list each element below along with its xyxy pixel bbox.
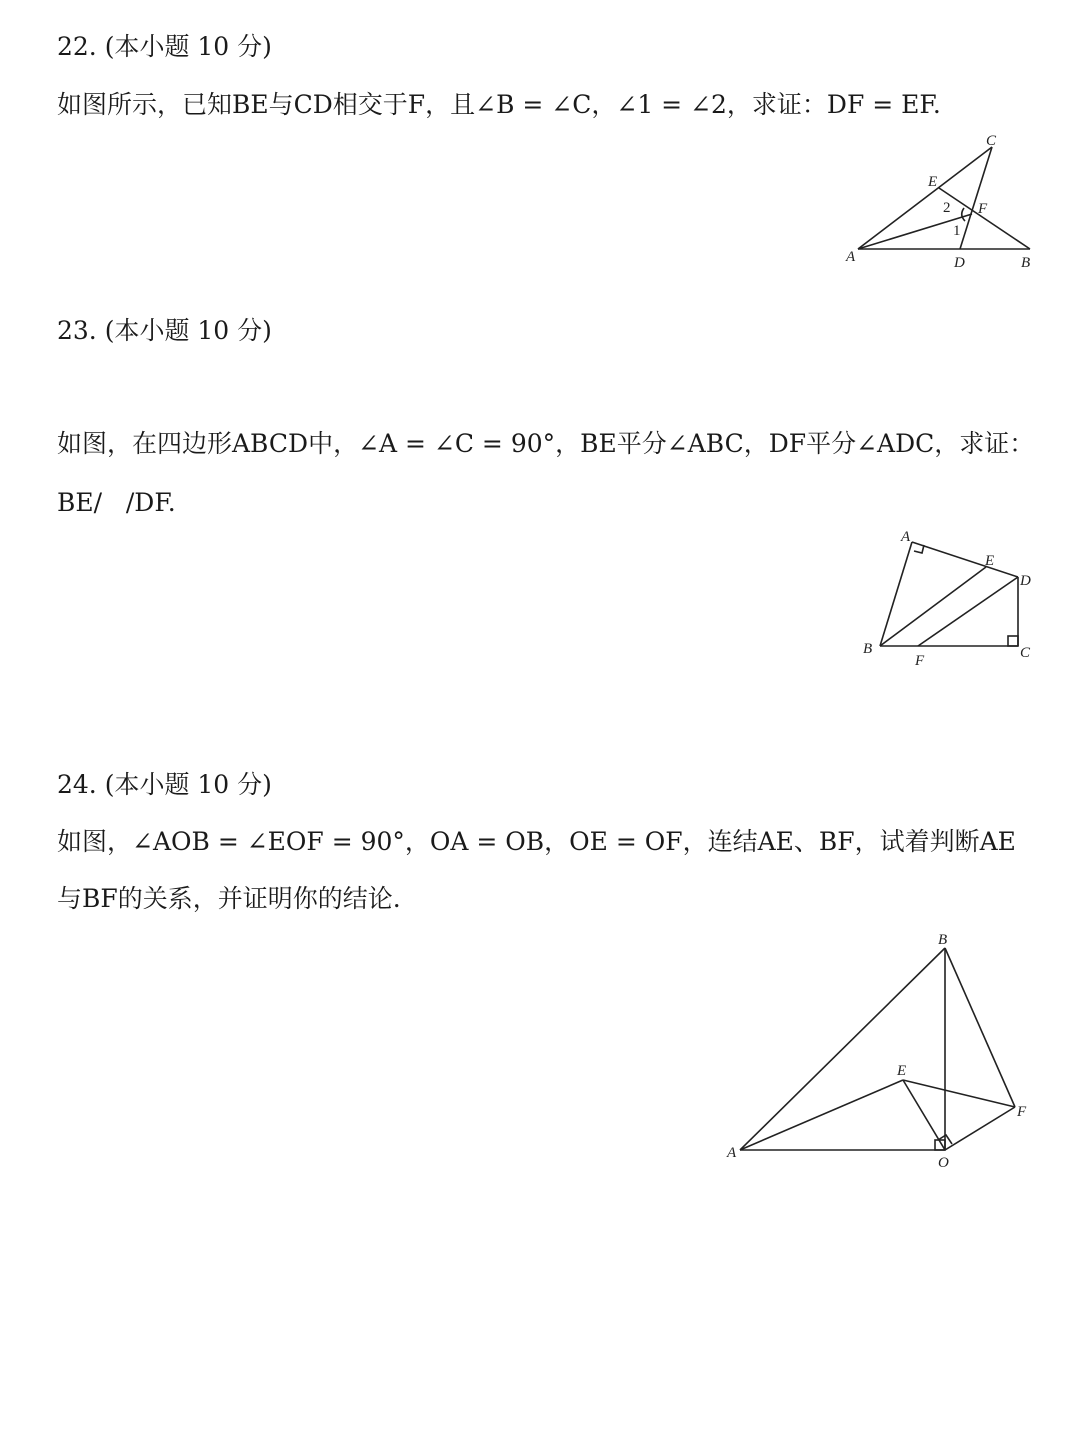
problem-22-figure	[840, 125, 1040, 279]
segment-ae	[740, 1080, 903, 1150]
label-e: E	[985, 553, 995, 569]
problem-23-text-line1: 如图，在四边形ABCD中，∠A = ∠C = 90°，BE平分∠ABC，DF平分∠ADC，求证：	[57, 429, 1035, 458]
label-f: F	[915, 653, 925, 669]
problem-23-heading: 23. (本小题 10 分)	[57, 316, 272, 345]
segment-ef	[903, 1080, 1015, 1107]
segment-bf	[945, 948, 1015, 1107]
right-angle-c	[1008, 636, 1018, 646]
label-c: C	[1020, 645, 1031, 661]
problem-23-figure	[855, 522, 1045, 676]
segment-ab	[880, 542, 912, 646]
problem-24-text-line2: 与BF的关系，并证明你的结论.	[57, 884, 401, 913]
label-o: O	[938, 1155, 949, 1171]
label-angle-1: 1	[953, 223, 961, 239]
segment-be	[880, 567, 986, 646]
problem-22-text: 如图所示，已知BE与CD相交于F，且∠B = ∠C，∠1 = ∠2，求证：DF = EF.	[57, 90, 941, 119]
segment-ac	[858, 147, 992, 249]
label-e: E	[928, 174, 938, 190]
segment-ab	[740, 948, 945, 1150]
label-c: C	[986, 133, 997, 149]
label-b: B	[863, 641, 873, 657]
label-b: B	[938, 932, 948, 948]
label-f: F	[978, 201, 988, 217]
problem-22-heading: 22. (本小题 10 分)	[57, 32, 272, 61]
problem-23-text-line2: BE/ /DF.	[57, 488, 176, 517]
problem-24-text-line1: 如图，∠AOB = ∠EOF = 90°，OA = OB，OE = OF，连结AE、BF，试着判断AE	[57, 827, 1016, 856]
problem-24-figure	[715, 920, 1045, 1184]
label-a: A	[846, 249, 856, 265]
angle-arc	[962, 208, 965, 221]
segment-of	[945, 1107, 1015, 1150]
label-a: A	[901, 529, 911, 545]
segment-eb	[939, 188, 1030, 249]
label-a: A	[727, 1145, 737, 1161]
label-b: B	[1021, 255, 1031, 271]
segment-ad	[912, 542, 1018, 577]
segment-cd	[960, 147, 992, 249]
label-d: D	[1020, 573, 1031, 589]
label-angle-2: 2	[943, 200, 951, 216]
problem-24-heading: 24. (本小题 10 分)	[57, 770, 272, 799]
segment-df	[918, 577, 1018, 646]
label-d: D	[954, 255, 965, 271]
label-e: E	[897, 1063, 907, 1079]
label-f: F	[1017, 1104, 1027, 1120]
